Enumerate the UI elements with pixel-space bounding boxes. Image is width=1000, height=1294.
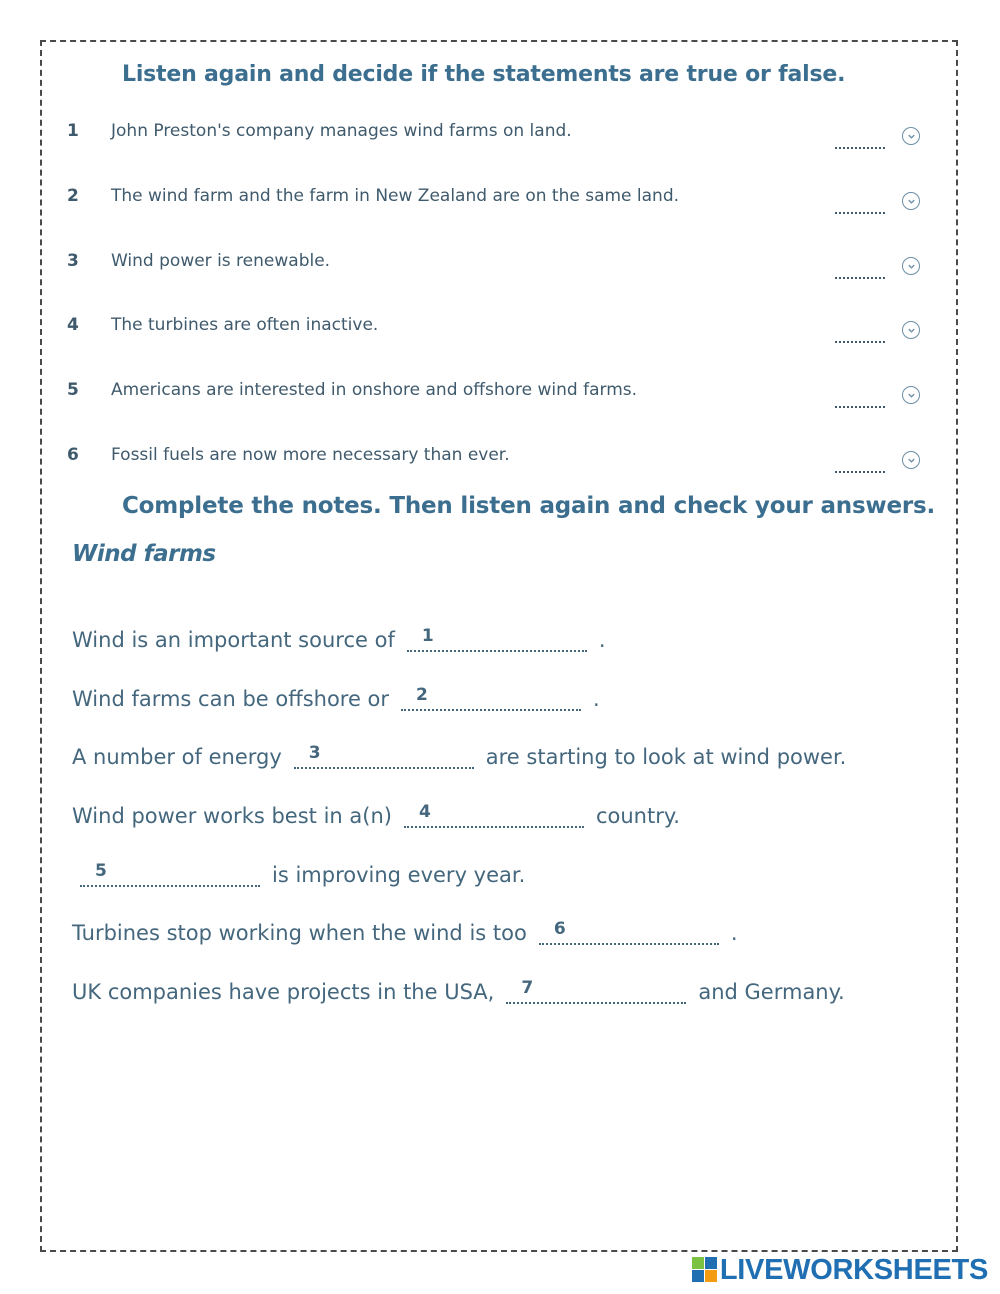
answer-input[interactable] — [401, 681, 581, 711]
note-text-after: are starting to look at wind power. — [485, 745, 847, 769]
statement-row — [0, 121, 1000, 181]
section1-title: Listen again and decide if the statements are true or false. — [122, 62, 846, 87]
statement-number: 1 — [67, 121, 79, 141]
answer-input[interactable] — [404, 798, 584, 828]
chevron-down-icon[interactable] — [902, 451, 920, 469]
note-text-after: country. — [595, 804, 680, 828]
statement-row — [0, 380, 1000, 440]
liveworksheets-logo-icon — [692, 1257, 718, 1283]
answer-input[interactable] — [407, 622, 587, 652]
section2-title: Complete the notes. Then listen again and check your answers. — [122, 493, 936, 519]
chevron-down-icon[interactable] — [902, 257, 920, 275]
statement-number: 5 — [67, 380, 79, 400]
note-line — [72, 681, 600, 711]
answer-select[interactable] — [835, 208, 885, 214]
answer-select[interactable] — [835, 467, 885, 473]
statement-number: 6 — [67, 445, 79, 465]
note-text-before: A number of energy — [72, 745, 282, 769]
note-text-after: . — [730, 921, 738, 945]
note-line — [72, 915, 738, 945]
blank-number: 2 — [416, 685, 428, 705]
statement-number: 2 — [67, 186, 79, 206]
answer-select[interactable] — [835, 337, 885, 343]
answer-select[interactable] — [835, 402, 885, 408]
chevron-down-icon[interactable] — [902, 386, 920, 404]
answer-select[interactable] — [835, 143, 885, 149]
notes-subtitle: Wind farms — [72, 541, 216, 567]
note-line — [72, 798, 680, 828]
note-text-before: Wind farms can be offshore or — [72, 687, 390, 711]
statement-text: Wind power is renewable. — [111, 251, 331, 271]
answer-select[interactable] — [835, 273, 885, 279]
liveworksheets-logo[interactable] — [692, 1254, 988, 1286]
note-text-after: and Germany. — [698, 980, 845, 1004]
statement-row — [0, 315, 1000, 375]
note-text-before: UK companies have projects in the USA, — [72, 980, 495, 1004]
note-line — [72, 974, 845, 1004]
logo-text: LIVEWORKSHEETS — [719, 1253, 988, 1286]
note-line — [72, 622, 606, 652]
statement-row — [0, 251, 1000, 311]
chevron-down-icon[interactable] — [902, 127, 920, 145]
statement-text: The turbines are often inactive. — [111, 315, 379, 335]
statement-row — [0, 186, 1000, 246]
blank-number: 6 — [553, 919, 566, 939]
chevron-down-icon[interactable] — [902, 321, 920, 339]
blank-number: 4 — [418, 802, 431, 822]
blank-number: 1 — [421, 626, 434, 646]
answer-input[interactable] — [506, 974, 686, 1004]
statement-number: 3 — [67, 251, 79, 271]
note-text-after: . — [593, 687, 600, 711]
statement-text: The wind farm and the farm in New Zealand are on the same land. — [111, 186, 680, 206]
blank-number: 7 — [521, 978, 534, 998]
blank-number: 3 — [308, 743, 321, 763]
note-text-before: Wind power works best in a(n) — [72, 804, 392, 828]
note-line — [68, 857, 525, 887]
note-text-after: is improving every year. — [272, 863, 526, 887]
statement-text: Americans are interested in onshore and offshore wind farms. — [111, 380, 638, 400]
note-text-before: Turbines stop working when the wind is too — [72, 921, 527, 945]
statement-text: John Preston's company manages wind farms on land. — [111, 121, 572, 141]
chevron-down-icon[interactable] — [902, 192, 920, 210]
blank-number: 5 — [95, 861, 107, 881]
note-line — [72, 739, 846, 769]
answer-input[interactable] — [539, 915, 719, 945]
answer-input[interactable] — [294, 739, 474, 769]
statement-number: 4 — [67, 315, 79, 335]
statement-text: Fossil fuels are now more necessary than ever. — [111, 445, 510, 465]
note-text-after: . — [598, 628, 606, 652]
note-text-before: Wind is an important source of — [72, 628, 395, 652]
answer-input[interactable] — [80, 857, 260, 887]
